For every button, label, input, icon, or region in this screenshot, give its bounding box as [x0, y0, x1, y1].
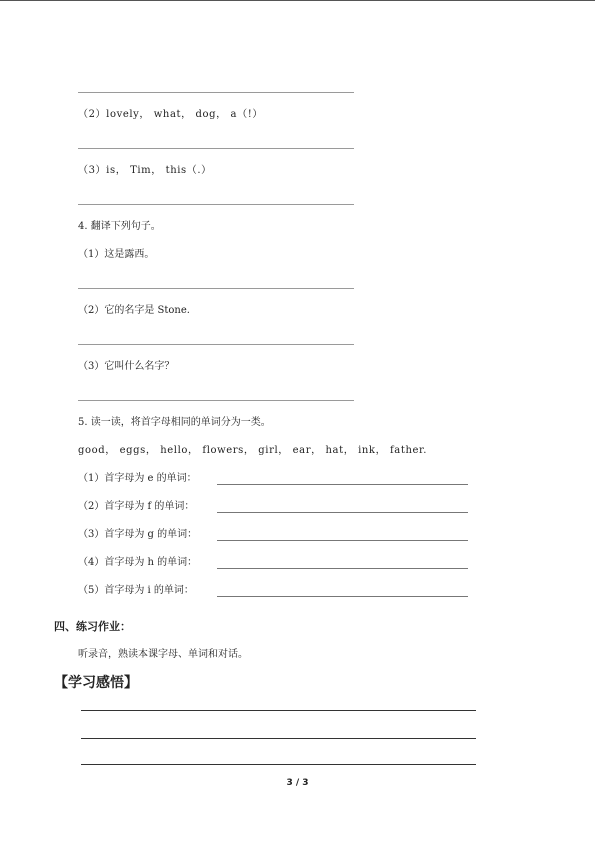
translate-question-3: （3）它叫什么名字？	[78, 361, 175, 372]
section-5-title: 5. 读一读，将首字母相同的单词分为一类。	[78, 417, 271, 428]
page-top-rule	[0, 0, 595, 1]
answer-blank-3-2[interactable]	[78, 148, 354, 149]
classify-label-e: （1）首字母为 e 的单词：	[78, 473, 197, 484]
word-list: good， eggs， hello， flowers， girl， ear， hat， ink， father.	[78, 445, 428, 456]
page-number: 3 / 3	[286, 778, 309, 788]
answer-blank-3-1[interactable]	[78, 92, 354, 93]
answer-blank-4-2[interactable]	[78, 344, 354, 345]
reflection-line-3[interactable]	[81, 764, 476, 765]
classify-blank-i[interactable]	[217, 596, 468, 597]
answer-blank-3-3[interactable]	[78, 204, 354, 205]
reflection-heading: 【学习感悟】	[54, 675, 138, 691]
reorder-question-3: （3）is， Tim， this（.）	[78, 165, 212, 176]
classify-label-h: （4）首字母为 h 的单词：	[78, 557, 198, 568]
translate-question-1: （1）这是露西。	[78, 249, 155, 260]
classify-blank-f[interactable]	[217, 512, 468, 513]
homework-heading: 四、练习作业：	[54, 620, 131, 633]
classify-blank-e[interactable]	[217, 484, 468, 485]
classify-label-i: （5）首字母为 i 的单词：	[78, 585, 194, 596]
classify-blank-g[interactable]	[217, 540, 468, 541]
reflection-line-2[interactable]	[81, 738, 476, 739]
answer-blank-4-3[interactable]	[78, 400, 354, 401]
section-4-title: 4. 翻译下列句子。	[78, 221, 161, 232]
homework-text: 听录音，熟读本课字母、单词和对话。	[78, 649, 248, 660]
reorder-question-2: （2）lovely， what， dog， a（!）	[78, 109, 263, 120]
classify-label-f: （2）首字母为 f 的单词：	[78, 501, 195, 512]
translate-question-2: （2）它的名字是 Stone.	[78, 305, 190, 316]
classify-label-g: （3）首字母为 g 的单词：	[78, 529, 198, 540]
reflection-line-1[interactable]	[81, 710, 476, 711]
classify-blank-h[interactable]	[217, 568, 468, 569]
answer-blank-4-1[interactable]	[78, 288, 354, 289]
